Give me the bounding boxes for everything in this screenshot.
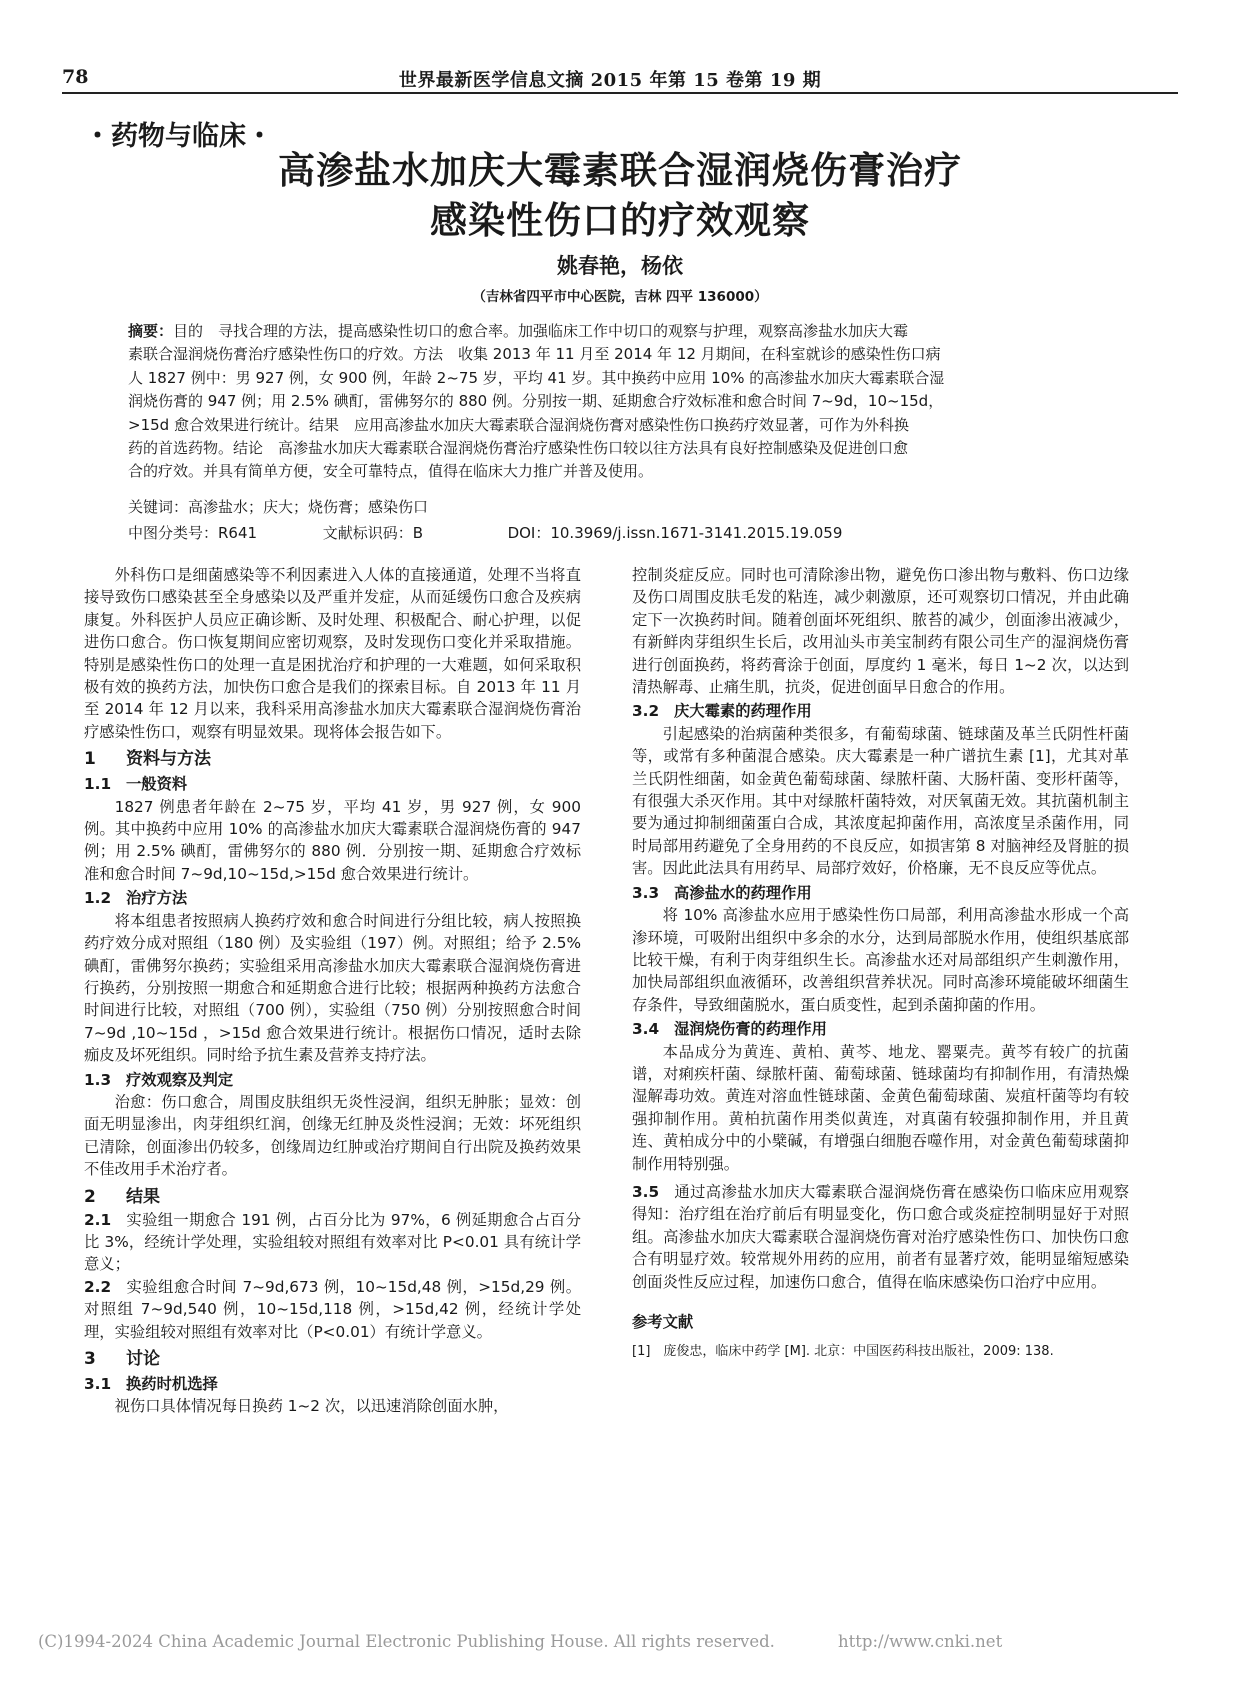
paragraph: 控制炎症反应。同时也可清除渗出物，避免伤口渗出物与敷料、伤口边缘及伤口周围皮肤毛发的粘连，减少刺激原，还可观察切口情况，并由此确定下一次换药时间。随着创面坏死组织、脓苔的减少，创面渗出液减少，有新鲜肉芽组织生长后，改用汕头市美宝制药有限公司生产的湿润烧伤膏进行创面换药，将药膏涂于创面，厚度约 1 毫米，每日 1~2 次，以达到清热解毒、止痛生肌，抗炎，促进创面早日愈合的作用。	[632, 566, 1129, 697]
page-header	[0, 66, 1240, 92]
journal-title: 世界最新医学信息文摘 2015 年第 15 卷第 19 期	[398, 70, 822, 91]
references-heading: 参考文献	[632, 1313, 694, 1331]
column-label: ・药物与临床・	[84, 121, 273, 152]
paragraph: 引起感染的治病菌种类很多，有葡萄球菌、链球菌及革兰氏阴性杆菌等，或常有多种菌混合感染。庆大霉素是一种广谱抗生素 [1]，尤其对革兰氏阴性细菌，如金黄色葡萄球菌、绿脓杆菌、大肠杆菌、变形杆菌等，有很强大杀灭作用。其中对绿脓杆菌特效，对厌氧菌无效。其抗菌机制主要为通过抑制细菌蛋白合成，其浓度起抑菌作用，高浓度呈杀菌作用，同时局部用药避免了全身用药的不良反应，如损害第 8 对脑神经及肾脏的损害。因此此法具有用药早、局部疗效好，价格廉，无不良反应等优点。	[632, 724, 1129, 878]
reference-item: [1] 庞俊忠，临床中药学 [M]. 北京：中国医药科技出版社，2009: 138.	[632, 1344, 1054, 1360]
section-heading: 2 结果	[84, 1186, 160, 1207]
abstract-line: 润烧伤膏的 947 例；用 2.5% 碘酊，雷佛努尔的 880 例。分别按一期、延期愈合疗效标准和愈合时间 7~9d，10~15d，	[128, 392, 944, 411]
abstract-label: 摘要：	[128, 322, 174, 340]
left-column	[84, 564, 581, 1418]
article-title-line1: 高渗盐水加庆大霉素联合湿润烧伤膏治疗	[278, 149, 962, 192]
abstract-line: >15d 愈合效果进行统计。结果 应用高渗盐水加庆大霉素联合湿润烧伤膏对感染性伤口换药疗效显著，可作为外科换	[128, 415, 909, 434]
abstract-line: 合的疗效。并具有简单方便，安全可靠特点，值得在临床大力推广并普及使用。	[128, 462, 654, 481]
authors: 姚春艳，杨依	[557, 254, 683, 278]
subsection-heading: 3.2 庆大霉素的药理作用	[632, 702, 812, 721]
header-divider	[62, 92, 1178, 94]
paragraph: 将本组患者按照病人换药疗效和愈合时间进行分组比较，病人按照换药疗效分成对照组（180 例）及实验组（197）例。对照组；给予 2.5% 碘酊，雷佛努尔换药；实验组采用高渗盐水加庆大霉素联合湿润烧伤膏进行换药，分别按照一期愈合和延期愈合进行比较；根据两种换药方法愈合时间进行比较，对照组（700 例），实验组（750 例）分别按照愈合时间 7~9d ,10~15d ，>15d 愈合效果进行统计。根据伤口情况，适时去除痂皮及坏死组织。同时给予抗生素及营养支持疗法。	[84, 911, 581, 1065]
classification-line	[128, 522, 1113, 543]
subsection-heading: 1.3 疗效观察及判定	[84, 1070, 234, 1089]
subsection-heading: 1.1 一般资料	[84, 775, 188, 794]
article-title-line2: 感染性伤口的疗效观察	[430, 199, 810, 242]
paragraph: 2.1 实验组一期愈合 191 例，占百分比为 97%，6 例延期愈合占百分比 3%，经统计学处理，实验组较对照组有效率对比 P<0.01 具有统计学意义；	[84, 1210, 581, 1274]
abstract	[128, 320, 1113, 484]
abstract-line: 目的 寻找合理的方法，提高感染性切口的愈合率。加强临床工作中切口的观察与护理，观察高渗盐水加庆大霉	[173, 322, 909, 340]
subsection-heading: 1.2 治疗方法	[84, 889, 188, 908]
subsection-heading: 3.3 高渗盐水的药理作用	[632, 883, 812, 902]
paragraph: 2.2 实验组愈合时间 7~9d,673 例，10~15d,48 例，>15d,29 例。对照组 7~9d,540 例，10~15d,118 例，>15d,42 例，经统计学处理，实验组较对照组有效率对比（P<0.01）有统计学意义。	[84, 1277, 581, 1341]
footer-url[interactable]: http://www.cnki.net	[838, 1632, 1003, 1651]
paragraph: 视伤口具体情况每日换药 1~2 次，以迅速消除创面水肿，	[114, 1397, 509, 1416]
copyright-footer	[38, 1632, 1208, 1651]
section-heading: 1 资料与方法	[84, 749, 211, 770]
right-column	[632, 564, 1129, 1364]
copyright-text: (C)1994-2024 China Academic Journal Electronic Publishing House. All rights reserved.	[38, 1632, 775, 1651]
affiliation: （吉林省四平市中心医院，吉林 四平 136000）	[472, 289, 768, 305]
intro-paragraph: 外科伤口是细菌感染等不利因素进入人体的直接通道，处理不当将直接导致伤口感染甚至全身感染以及严重并发症，从而延缓伤口愈合及疾病康复。外科医护人员应正确诊断、及时处理、积极配合、耐心护理，以促进伤口愈合。伤口恢复期间应密切观察，及时发现伤口变化并采取措施。特别是感染性伤口的处理一直是困扰治疗和护理的一大难题，如何采取积极有效的换药方法，加快伤口愈合是我们的探索目标。自 2013 年 11 月至 2014 年 12 月以来，我科采用高渗盐水加庆大霉素联合湿润烧伤膏治疗感染性伤口，观察有明显效果。现将体会报告如下。	[84, 566, 581, 741]
subsection-heading: 3.1 换药时机选择	[84, 1375, 218, 1393]
paragraph: 治愈：伤口愈合，周围皮肤组织无炎性浸润，组织无肿胀；显效：创面无明显渗出，肉芽组织红润，创缘无红肿及炎性浸润；无效：坏死组织已清除，创面渗出仍较多，创缘周边红肿或治疗期间自行出院及换药效果不佳改用手术治疗者。	[84, 1092, 581, 1179]
section-heading: 3 讨论	[84, 1349, 160, 1369]
paragraph: 将 10% 高渗盐水应用于感染性伤口局部，利用高渗盐水形成一个高渗环境，可吸附出组织中多余的水分，达到局部脱水作用，使组织基底部比较干燥，有利于肉芽组织生长。高渗盐水还对局部组织产生刺激作用，加快局部组织血液循环，改善组织营养状况。同时高渗环境能破坏细菌生存条件，导致细菌脱水，蛋白质变性，起到杀菌抑菌的作用。	[632, 906, 1129, 1014]
abstract-line: 人 1827 例中：男 927 例，女 900 例，年龄 2~75 岁，平均 41 岁。其中换药中应用 10% 的高渗盐水加庆大霉素联合湿	[128, 368, 945, 387]
keywords: 关键词：高渗盐水；庆大；烧伤膏；感染伤口	[128, 498, 429, 516]
paragraph: 本品成分为黄连、黄柏、黄芩、地龙、罂粟壳。黄芩有较广的抗菌谱，对痢疾杆菌、绿脓杆菌、葡萄球菌、链球菌均有抑制作用，有清热燥湿解毒功效。黄连对溶血性链球菌、金黄色葡萄球菌、炭疽杆菌等均有较强抑制作用。黄柏抗菌作用类似黄连，对真菌有较强抑制作用，并且黄连、黄柏成分中的小檗碱，有增强白细胞吞噬作用，对金黄色葡萄球菌抑制作用特别强。	[632, 1042, 1129, 1173]
subsection-heading: 3.4 湿润烧伤膏的药理作用	[632, 1020, 827, 1039]
document-code: 文献标识码：B	[322, 524, 424, 542]
clc-number: 中图分类号：R641	[128, 524, 258, 542]
abstract-line: 药的首选药物。结论 高渗盐水加庆大霉素联合湿润烧伤膏治疗感染性伤口较以往方法具有良好控制感染及促进创口愈	[128, 439, 909, 458]
abstract-line: 素联合湿润烧伤膏治疗感染性伤口的疗效。方法 收集 2013 年 11 月至 2014 年 12 月期间，在科室就诊的感染性伤口病	[128, 345, 941, 364]
doi: DOI：10.3969/j.issn.1671-3141.2015.19.059	[507, 524, 843, 542]
paragraph: 3.5 通过高渗盐水加庆大霉素联合湿润烧伤膏在感染伤口临床应用观察得知：治疗组在治疗前后有明显变化，伤口愈合或炎症控制明显好于对照组。高渗盐水加庆大霉素联合湿润烧伤膏对治疗感染性伤口、加快伤口愈合有明显疗效。较常规外用药的应用，前者有显著疗效，能明显缩短感染创面炎性反应过程，加速伤口愈合，值得在临床感染伤口治疗中应用。	[632, 1182, 1129, 1291]
paragraph: 1827 例患者年龄在 2~75 岁，平均 41 岁，男 927 例，女 900 例。其中换药中应用 10% 的高渗盐水加庆大霉素联合湿润烧伤膏的 947 例；用 2.5% 碘酊，雷佛努尔的 880 例．分别按一期、延期愈合疗效标准和愈合时间 7~9d,10~15d,>15d 愈合效果进行统计。	[84, 797, 581, 883]
page-number: 78	[62, 66, 89, 88]
